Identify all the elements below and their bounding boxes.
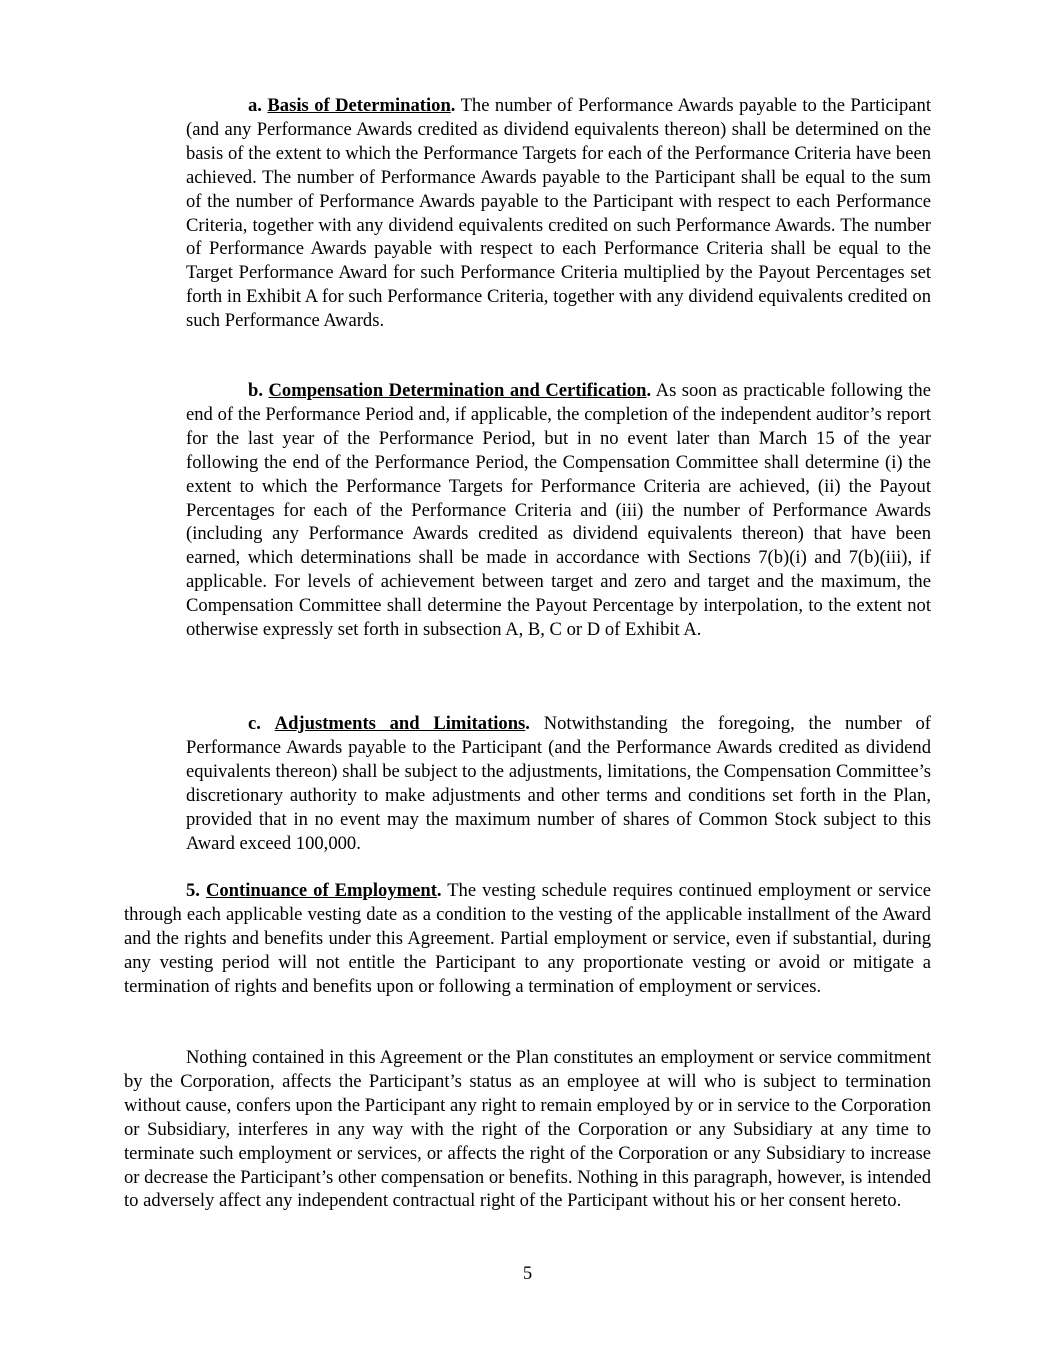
section-5-period: . — [436, 880, 442, 901]
section-b-period: . — [646, 380, 652, 401]
section-b-body: As soon as practicable following the end of the Performance Period and, if applicable, the completion of the independent auditor’s report for the last year of the Performance Period, but in no event later than March 15 of the year following the end of the Performance Period, the Compensation Committee shall determine (i) the extent to which the Performance Targets for Performance Criteria are achieved, (ii) the Payout Percentages for each of the Performance Criteria and (iii) the number of Performance Awards (including any Performance Awards credited as dividend equivalents thereon) that have been earned, which determinations shall be made in accordance with Sections 7(b)(i) and 7(b)(iii), if applicable. For levels of achievement between target and zero and target and the maximum, the Compensation Committee shall determine the Payout Percentage by interpolation, to the extent not otherwise expressly set forth in subsection A, B, C or D of Exhibit A. — [186, 380, 931, 641]
employment-paragraph-body: Nothing contained in this Agreement or the Plan constitutes an employment or service commitment by the Corporation, affects the Participant’s status as an employee at will who is subject to termination without cause, confers upon the Participant any right to remain employed by or in service to the Corporation or Subsidiary, interferes in any way with the right of the Corporation or any Subsidiary at any time to terminate such employment or services, or affects the right of the Corporation or any Subsidiary to increase or decrease the Participant’s other compensation or benefits. Nothing in this paragraph, however, is intended to adversely affect any independent contractual right of the Participant without his or her consent hereto. — [124, 1047, 931, 1212]
section-b-paragraph — [186, 379, 931, 642]
section-5-paragraph — [124, 879, 931, 999]
section-5-label: 5. — [186, 880, 200, 901]
section-c-heading: Adjustments and Limitations — [274, 713, 526, 734]
section-a-body: The number of Performance Awards payable to the Participant (and any Performance Awards credited as dividend equivalents thereon) shall be determined on the basis of the extent to which the Performance Targets for each of the Performance Criteria have been achieved. The number of Performance Awards payable to the Participant shall be equal to the sum of the number of Performance Awards payable to the Participant with respect to each Performance Criteria, together with any dividend equivalents credited on such Performance Awards. The number of Performance Awards payable with respect to each Performance Criteria shall be equal to the Target Performance Award for such Performance Criteria multiplied by the Payout Percentages set forth in Exhibit A for such Performance Criteria, together with any dividend equivalents credited on such Performance Awards. — [186, 95, 931, 332]
page-number: 5 — [522, 1263, 533, 1284]
section-a-label: a. — [248, 95, 262, 116]
section-b-label: b. — [248, 380, 263, 401]
section-c-paragraph — [186, 712, 931, 855]
section-a-paragraph — [186, 94, 931, 333]
section-c-label: c. — [248, 713, 261, 734]
section-b-heading: Compensation Determination and Certification — [268, 380, 647, 401]
employment-paragraph — [124, 1046, 931, 1213]
section-5-body: The vesting schedule requires continued employment or service through each applicable vesting date as a condition to the vesting of the applicable installment of the Award and the rights and benefits under this Agreement. Partial employment or service, even if substantial, during any vesting period will not entitle the Participant to any proportionate vesting or avoid or mitigate a termination of rights and benefits upon or following a termination of employment or services. — [124, 880, 931, 997]
section-c-body: Notwithstanding the foregoing, the number of Performance Awards payable to the Participant (and the Performance Awards credited as dividend equivalents thereon) shall be subject to the adjustments, limitations, the Compensation Committee’s discretionary authority to make adjustments and other terms and conditions set forth in the Plan, provided that in no event may the maximum number of shares of Common Stock subject to this Award exceed 100,000. — [186, 713, 931, 854]
section-a-period: . — [450, 95, 456, 116]
section-a-heading: Basis of Determination — [267, 95, 451, 116]
section-c-period: . — [525, 713, 530, 734]
section-5-heading: Continuance of Employment — [205, 880, 437, 901]
